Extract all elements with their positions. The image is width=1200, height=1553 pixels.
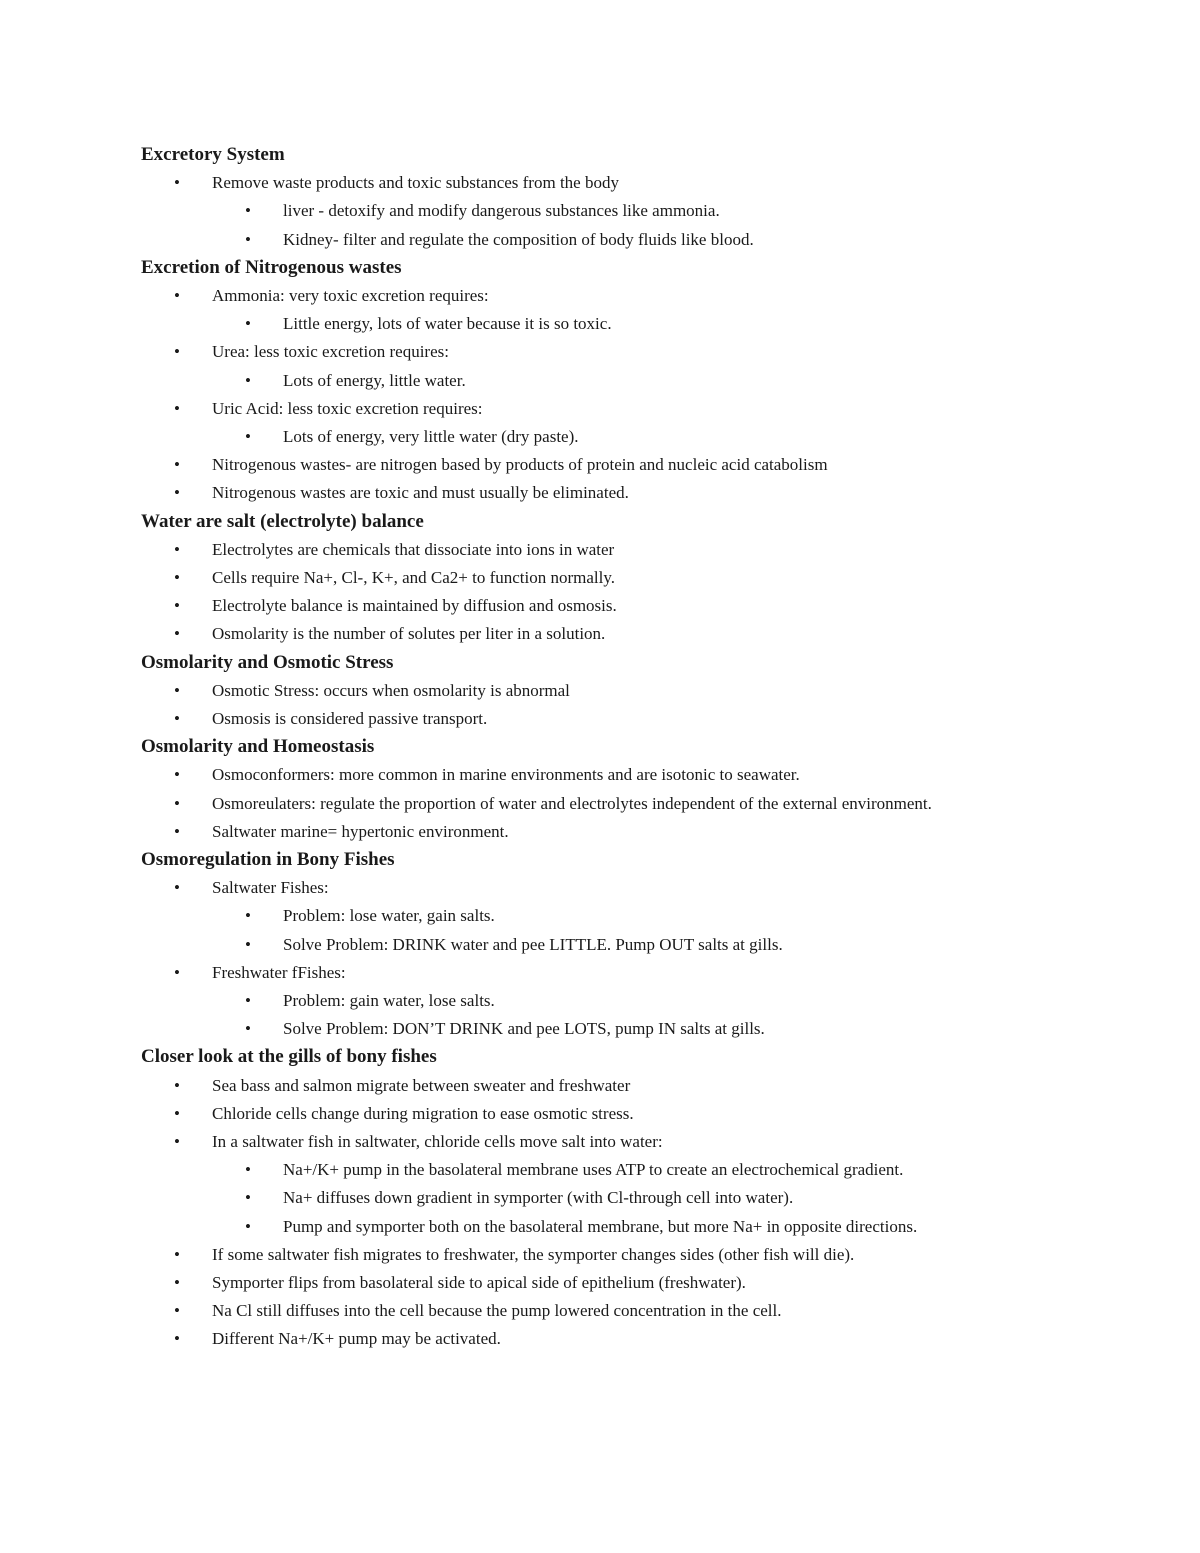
bullet-text: Osmosis is considered passive transport. [212, 709, 488, 728]
sub-bullet-item [141, 902, 1061, 930]
bullet-item [141, 451, 1061, 479]
bullet-icon: • [245, 934, 251, 954]
bullet-text: Osmoreulaters: regulate the proportion of water and electrolytes independent of the external environment. [212, 793, 932, 813]
bullet-item [141, 959, 1061, 987]
bullet-item [141, 338, 1061, 366]
bullet-icon: • [174, 539, 180, 559]
bullet-icon: • [174, 1103, 180, 1123]
bullet-item [141, 705, 1061, 733]
bullet-icon: • [245, 1188, 251, 1208]
bullet-text: Na+ diffuses down gradient in symporter (with Cl-through cell into water). [283, 1188, 794, 1208]
bullet-item [141, 818, 1061, 846]
bullet-text: Electrolyte balance is maintained by diffusion and osmosis. [212, 596, 617, 616]
bullet-item [141, 1269, 1061, 1297]
sub-bullet-item [141, 1156, 1061, 1184]
bullet-text: liver - detoxify and modify dangerous substances like ammonia. [283, 201, 720, 221]
sub-bullet-item [141, 1184, 1061, 1212]
section-heading: Excretion of Nitrogenous wastes [141, 256, 402, 278]
bullet-text: Saltwater Fishes: [212, 878, 329, 898]
bullet-item [141, 169, 1061, 197]
bullet-item [141, 1241, 1061, 1269]
bullet-text: Problem: lose water, gain salts. [283, 906, 495, 926]
bullet-icon: • [174, 1301, 180, 1321]
bullet-item [141, 1325, 1061, 1353]
bullet-item [141, 282, 1061, 310]
sub-bullet-item [141, 423, 1061, 451]
bullet-icon: • [245, 229, 251, 249]
bullet-item [141, 677, 1061, 705]
bullet-text: Na Cl still diffuses into the cell because the pump lowered concentration in the cell. [212, 1301, 782, 1321]
bullet-item [141, 1297, 1061, 1325]
bullet-text: In a saltwater fish in saltwater, chloride cells move salt into water: [212, 1132, 663, 1151]
bullet-icon: • [174, 342, 180, 362]
bullet-text: Sea bass and salmon migrate between sweater and freshwater [212, 1075, 631, 1095]
bullet-text: Electrolytes are chemicals that dissociate into ions in water [212, 539, 615, 559]
bullet-icon: • [174, 285, 180, 305]
bullet-text: Cells require Na+, Cl-, K+, and Ca2+ to function normally. [212, 568, 615, 587]
bullet-item [141, 1100, 1061, 1128]
bullet-icon: • [174, 568, 180, 587]
bullet-text: Urea: less toxic excretion requires: [212, 342, 449, 362]
section-heading: Water are salt (electrolyte) balance [141, 510, 424, 532]
bullet-text: Kidney- filter and regulate the composition of body fluids like blood. [283, 229, 754, 249]
bullet-text: Osmolarity is the number of solutes per liter in a solution. [212, 624, 606, 644]
bullet-icon: • [245, 314, 251, 334]
sub-bullet-item [141, 1015, 1061, 1043]
bullet-icon: • [174, 1075, 180, 1095]
bullet-text: Chloride cells change during migration to ease osmotic stress. [212, 1103, 634, 1123]
bullet-icon: • [174, 1132, 180, 1151]
bullet-item [141, 564, 1061, 592]
bullet-item [141, 1072, 1061, 1100]
bullet-icon: • [174, 596, 180, 616]
bullet-item [141, 395, 1061, 423]
bullet-icon: • [245, 370, 251, 390]
sub-bullet-item [141, 310, 1061, 338]
bullet-text: Lots of energy, little water. [283, 370, 466, 390]
bullet-text: Osmotic Stress: occurs when osmolarity is abnormal [212, 680, 570, 700]
bullet-icon: • [174, 878, 180, 898]
bullet-icon: • [245, 906, 251, 926]
bullet-icon: • [245, 427, 251, 446]
bullet-text: Saltwater marine= hypertonic environment. [212, 821, 509, 841]
bullet-icon: • [174, 1329, 180, 1349]
bullet-text: Osmoconformers: more common in marine environments and are isotonic to seawater. [212, 765, 800, 785]
bullet-item [141, 592, 1061, 620]
bullet-icon: • [174, 765, 180, 785]
document-body [141, 141, 1061, 1354]
bullet-item [141, 479, 1061, 507]
bullet-text: Solve Problem: DON’T DRINK and pee LOTS, pump IN salts at gills. [283, 1019, 765, 1039]
bullet-text: Pump and symporter both on the basolateral membrane, but more Na+ in opposite directions. [283, 1216, 918, 1236]
bullet-icon: • [245, 1216, 251, 1236]
section-heading: Closer look at the gills of bony fishes [141, 1046, 437, 1068]
bullet-icon: • [174, 173, 180, 193]
bullet-icon: • [174, 398, 180, 418]
sub-bullet-item [141, 197, 1061, 225]
sub-bullet-item [141, 226, 1061, 254]
bullet-text: Lots of energy, very little water (dry paste). [283, 427, 579, 446]
bullet-icon: • [174, 624, 180, 644]
bullet-text: Solve Problem: DRINK water and pee LITTLE. Pump OUT salts at gills. [283, 934, 783, 954]
bullet-item [141, 874, 1061, 902]
bullet-text: Different Na+/K+ pump may be activated. [212, 1329, 501, 1349]
bullet-text: Uric Acid: less toxic excretion requires: [212, 398, 483, 418]
bullet-text: Nitrogenous wastes- are nitrogen based by products of protein and nucleic acid catabolism [212, 455, 828, 475]
section-heading: Osmolarity and Homeostasis [141, 736, 375, 758]
bullet-text: Little energy, lots of water because it is so toxic. [283, 314, 612, 334]
bullet-text: Nitrogenous wastes are toxic and must usually be eliminated. [212, 483, 629, 503]
bullet-text: If some saltwater fish migrates to freshwater, the symporter changes sides (other fish will die). [212, 1244, 855, 1264]
bullet-icon: • [174, 483, 180, 503]
sub-bullet-item [141, 987, 1061, 1015]
section-heading: Osmolarity and Osmotic Stress [141, 651, 394, 673]
sub-bullet-item [141, 931, 1061, 959]
bullet-icon: • [174, 962, 180, 982]
bullet-text: Symporter flips from basolateral side to apical side of epithelium (freshwater). [212, 1273, 746, 1293]
bullet-icon: • [174, 821, 180, 841]
bullet-text: Problem: gain water, lose salts. [283, 991, 495, 1010]
bullet-item [141, 761, 1061, 789]
bullet-icon: • [174, 709, 180, 728]
bullet-item [141, 790, 1061, 818]
bullet-icon: • [174, 793, 180, 813]
bullet-icon: • [174, 1273, 180, 1293]
bullet-icon: • [245, 1019, 251, 1039]
bullet-text: Na+/K+ pump in the basolateral membrane uses ATP to create an electrochemical gradient. [283, 1160, 904, 1180]
sub-bullet-item [141, 1213, 1061, 1241]
section-heading: Osmoregulation in Bony Fishes [141, 849, 395, 870]
bullet-icon: • [174, 455, 180, 475]
bullet-text: Ammonia: very toxic excretion requires: [212, 285, 489, 305]
bullet-icon: • [245, 1160, 251, 1180]
bullet-item [141, 1128, 1061, 1156]
bullet-item [141, 620, 1061, 648]
bullet-text: Remove waste products and toxic substances from the body [212, 173, 619, 193]
bullet-text: Freshwater fFishes: [212, 962, 346, 982]
bullet-icon: • [174, 680, 180, 700]
bullet-item [141, 536, 1061, 564]
bullet-icon: • [174, 1244, 180, 1264]
bullet-icon: • [245, 991, 251, 1010]
sub-bullet-item [141, 367, 1061, 395]
section-heading: Excretory System [141, 144, 285, 165]
bullet-icon: • [245, 201, 251, 221]
